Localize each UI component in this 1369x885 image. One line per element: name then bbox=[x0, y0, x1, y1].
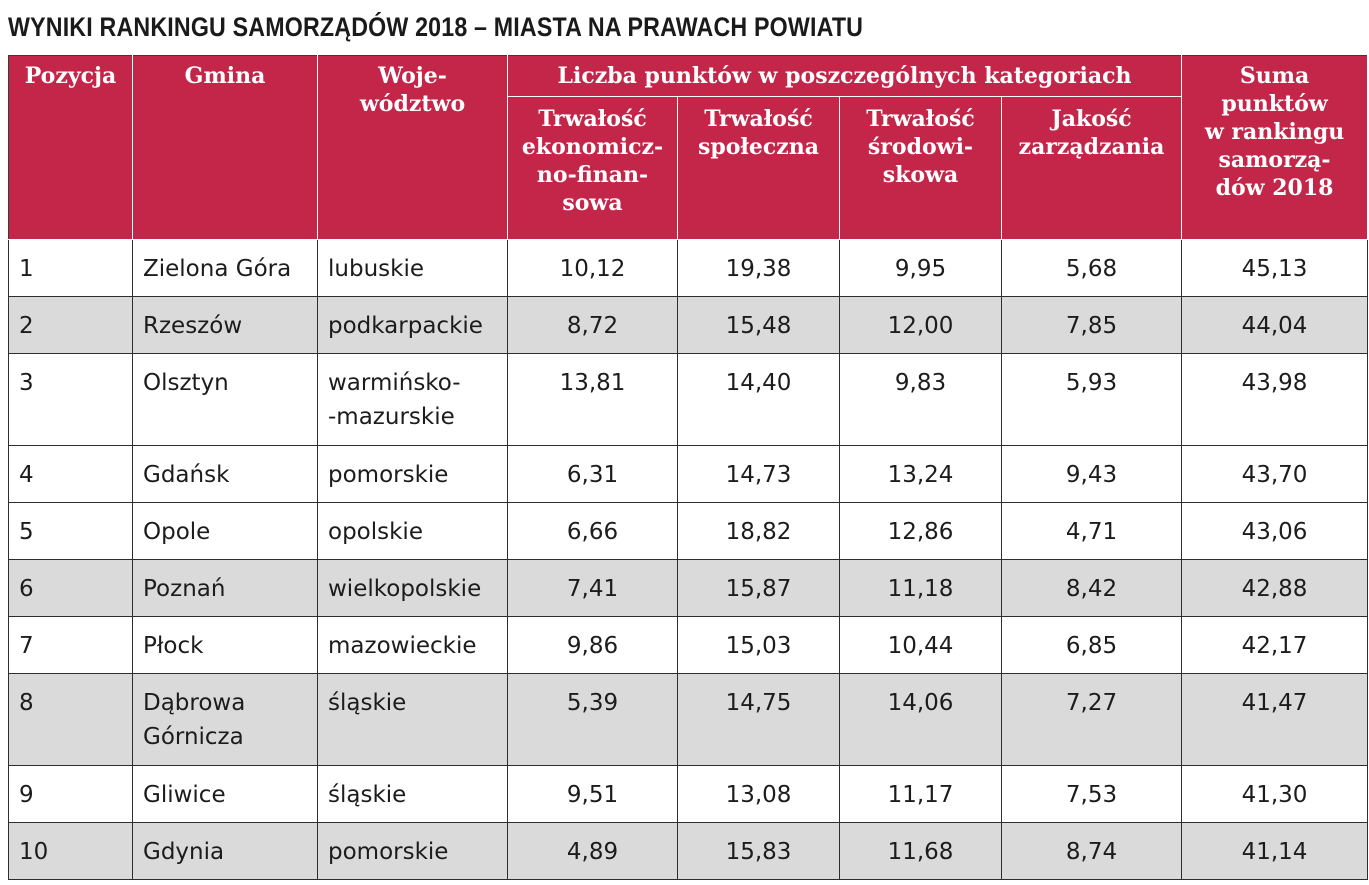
cell-economic: 9,86 bbox=[508, 617, 678, 674]
cell-social: 15,83 bbox=[678, 823, 840, 880]
cell-total: 42,17 bbox=[1182, 617, 1368, 674]
cell-total: 43,70 bbox=[1182, 446, 1368, 503]
cell-gmina: Gdańsk bbox=[133, 446, 318, 503]
cell-total: 43,06 bbox=[1182, 503, 1368, 560]
cell-position: 8 bbox=[9, 674, 133, 766]
cell-total: 41,14 bbox=[1182, 823, 1368, 880]
cell-economic: 6,66 bbox=[508, 503, 678, 560]
cell-position: 7 bbox=[9, 617, 133, 674]
cell-management: 9,43 bbox=[1002, 446, 1182, 503]
cell-economic: 5,39 bbox=[508, 674, 678, 766]
header-position: Pozycja bbox=[9, 56, 133, 240]
cell-economic: 8,72 bbox=[508, 297, 678, 354]
cell-environmental: 11,18 bbox=[840, 560, 1002, 617]
cell-total: 41,47 bbox=[1182, 674, 1368, 766]
cell-voivodeship: warmińsko- -mazurskie bbox=[318, 354, 508, 446]
table-row bbox=[9, 823, 1368, 880]
cell-environmental: 13,24 bbox=[840, 446, 1002, 503]
ranking-table bbox=[8, 55, 1368, 880]
header-gmina: Gmina bbox=[133, 56, 318, 240]
cell-social: 13,08 bbox=[678, 766, 840, 823]
cell-gmina: Dąbrowa Górnicza bbox=[133, 674, 318, 766]
table-row bbox=[9, 617, 1368, 674]
cell-social: 15,48 bbox=[678, 297, 840, 354]
cell-gmina: Gdynia bbox=[133, 823, 318, 880]
cell-total: 42,88 bbox=[1182, 560, 1368, 617]
cell-position: 1 bbox=[9, 240, 133, 297]
cell-management: 4,71 bbox=[1002, 503, 1182, 560]
cell-gmina: Rzeszów bbox=[133, 297, 318, 354]
cell-position: 10 bbox=[9, 823, 133, 880]
cell-voivodeship: śląskie bbox=[318, 766, 508, 823]
cell-voivodeship: mazowieckie bbox=[318, 617, 508, 674]
cell-voivodeship: pomorskie bbox=[318, 823, 508, 880]
header-economic: Trwałość ekonomicz- no-finan- sowa bbox=[508, 97, 678, 240]
cell-management: 8,74 bbox=[1002, 823, 1182, 880]
cell-position: 4 bbox=[9, 446, 133, 503]
cell-voivodeship: opolskie bbox=[318, 503, 508, 560]
cell-environmental: 9,95 bbox=[840, 240, 1002, 297]
table-row bbox=[9, 503, 1368, 560]
cell-economic: 13,81 bbox=[508, 354, 678, 446]
table-row bbox=[9, 560, 1368, 617]
cell-management: 5,93 bbox=[1002, 354, 1182, 446]
cell-management: 6,85 bbox=[1002, 617, 1182, 674]
cell-economic: 9,51 bbox=[508, 766, 678, 823]
cell-gmina: Poznań bbox=[133, 560, 318, 617]
cell-social: 19,38 bbox=[678, 240, 840, 297]
page-title: WYNIKI RANKINGU SAMORZĄDÓW 2018 – MIASTA NA PRAWACH POWIATU bbox=[8, 12, 864, 42]
cell-economic: 6,31 bbox=[508, 446, 678, 503]
table-body bbox=[9, 240, 1368, 880]
cell-total: 45,13 bbox=[1182, 240, 1368, 297]
cell-voivodeship: podkarpackie bbox=[318, 297, 508, 354]
cell-management: 5,68 bbox=[1002, 240, 1182, 297]
cell-gmina: Opole bbox=[133, 503, 318, 560]
header-category-group: Liczba punktów w poszczególnych kategoriach bbox=[508, 56, 1182, 97]
table-row bbox=[9, 446, 1368, 503]
cell-position: 3 bbox=[9, 354, 133, 446]
cell-environmental: 12,86 bbox=[840, 503, 1002, 560]
cell-position: 6 bbox=[9, 560, 133, 617]
header-environmental: Trwałość środowi- skowa bbox=[840, 97, 1002, 240]
cell-social: 18,82 bbox=[678, 503, 840, 560]
cell-voivodeship: lubuskie bbox=[318, 240, 508, 297]
cell-environmental: 12,00 bbox=[840, 297, 1002, 354]
table-row bbox=[9, 354, 1368, 446]
cell-environmental: 11,68 bbox=[840, 823, 1002, 880]
cell-social: 15,87 bbox=[678, 560, 840, 617]
cell-social: 14,73 bbox=[678, 446, 840, 503]
cell-management: 7,85 bbox=[1002, 297, 1182, 354]
cell-environmental: 9,83 bbox=[840, 354, 1002, 446]
cell-position: 2 bbox=[9, 297, 133, 354]
cell-voivodeship: pomorskie bbox=[318, 446, 508, 503]
header-management: Jakość zarządzania bbox=[1002, 97, 1182, 240]
table-row bbox=[9, 297, 1368, 354]
cell-total: 44,04 bbox=[1182, 297, 1368, 354]
cell-voivodeship: śląskie bbox=[318, 674, 508, 766]
header-total: Suma punktów w rankingu samorzą- dów 2018 bbox=[1182, 56, 1368, 240]
table-row bbox=[9, 674, 1368, 766]
table-row bbox=[9, 240, 1368, 297]
cell-social: 15,03 bbox=[678, 617, 840, 674]
cell-management: 8,42 bbox=[1002, 560, 1182, 617]
cell-position: 9 bbox=[9, 766, 133, 823]
cell-management: 7,27 bbox=[1002, 674, 1182, 766]
cell-environmental: 11,17 bbox=[840, 766, 1002, 823]
cell-gmina: Płock bbox=[133, 617, 318, 674]
cell-voivodeship: wielkopolskie bbox=[318, 560, 508, 617]
cell-social: 14,40 bbox=[678, 354, 840, 446]
cell-gmina: Zielona Góra bbox=[133, 240, 318, 297]
cell-position: 5 bbox=[9, 503, 133, 560]
cell-total: 41,30 bbox=[1182, 766, 1368, 823]
cell-economic: 4,89 bbox=[508, 823, 678, 880]
cell-social: 14,75 bbox=[678, 674, 840, 766]
cell-economic: 7,41 bbox=[508, 560, 678, 617]
cell-environmental: 14,06 bbox=[840, 674, 1002, 766]
cell-gmina: Gliwice bbox=[133, 766, 318, 823]
table-header bbox=[9, 56, 1368, 240]
cell-management: 7,53 bbox=[1002, 766, 1182, 823]
header-voivodeship: Woje- wództwo bbox=[318, 56, 508, 240]
cell-gmina: Olsztyn bbox=[133, 354, 318, 446]
cell-total: 43,98 bbox=[1182, 354, 1368, 446]
table-row bbox=[9, 766, 1368, 823]
header-social: Trwałość społeczna bbox=[678, 97, 840, 240]
cell-environmental: 10,44 bbox=[840, 617, 1002, 674]
cell-economic: 10,12 bbox=[508, 240, 678, 297]
